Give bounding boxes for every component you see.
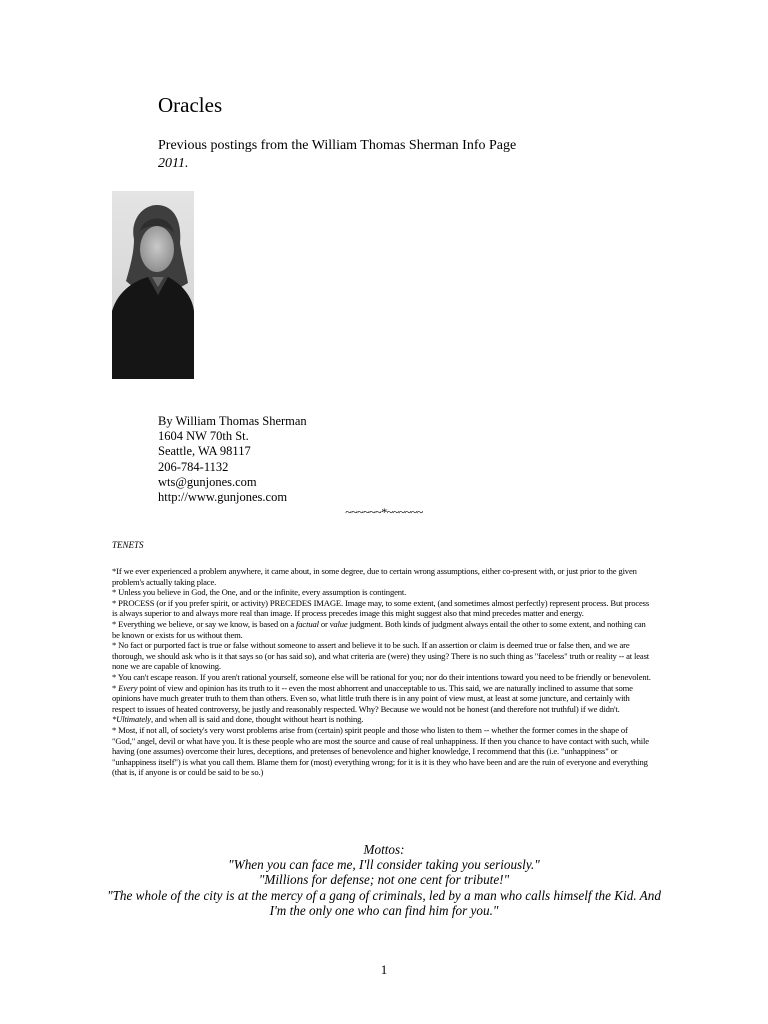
author-phone: 206-784-1132 <box>158 459 229 474</box>
tenet-item: * No fact or purported fact is true or false without someone to assert and believe it to be such. If an assertion or claim is deemed true or false then, and we are thorough, we should ask who is it that says so (or has said so), and what criteria are (were) they using? There is no such thing as "faceless" truth or reality -- at least none we are capable of knowing. <box>112 640 650 672</box>
tenet-text: * Everything we believe, or say we know, is based on a <box>112 618 297 629</box>
tenet-text: * <box>112 682 119 693</box>
tenet-item: *If we ever experienced a problem anywhere, it came about, in some degree, due to certain wrong assumptions, either co-present with, or just prior to the given problem's actually taking place. <box>112 566 637 587</box>
tenet-item: * Most, if not all, of society's very worst problems arise from (certain) spirit people and those who listen to them -- whether the former comes in the shape of "God," angel, devil or what have you. It is these people who are most the source and cause of real unhappiness. If then you chance to have contact with such, while having (one assumes) overcome their lures, deceptions, and pretenses of benevolence and higher knowledge, I recommend that this (i.e. "unhappiness" or "unhappiness itself") is what you call them. Blame them for (most) everything wrong; for it is it is they who have been and are the ruin of everyone and everything (that is, if anyone is or could be said to be so.) <box>112 724 649 778</box>
author-city: Seattle, WA 98117 <box>158 444 251 459</box>
tenet-item <box>112 714 652 725</box>
motto-line: I'm the only one who can find him for you." <box>269 902 499 918</box>
mottos-heading: Mottos: <box>363 842 405 857</box>
tenet-item <box>112 683 652 715</box>
author-street: 1604 NW 70th St. <box>158 429 249 444</box>
author-contact-block <box>158 414 307 505</box>
section-divider: ~~~~~~*~~~~~~ <box>345 505 423 519</box>
tenet-text: judgment. Both kinds of judgment always entail the other to some extent, and nothing can be known or exists for us without them. <box>112 618 646 640</box>
tenet-item: * PROCESS (or if you prefer spirit, or activity) PRECEDES IMAGE. Image may, to some extent, (and sometimes almost perfectly) represent process. But process is always superior to and always more real than image. If process precedes image this might suggest also that mind precedes matter and energy. <box>112 597 650 619</box>
author-portrait <box>112 191 194 379</box>
tenet-text: or <box>318 618 330 629</box>
motto-line: "Millions for defense; not one cent for tribute!" <box>258 872 510 888</box>
motto-line: "The whole of the city is at the mercy of a gang of criminals, led by a man who calls himself the Kid. And <box>107 887 661 903</box>
author-byline: By William Thomas Sherman <box>158 414 307 428</box>
page-number: 1 <box>380 962 388 977</box>
author-website[interactable]: http://www.gunjones.com <box>158 490 288 505</box>
tenet-emphasis: Every <box>118 682 138 693</box>
document-subtitle: Previous postings from the William Thomas Sherman Info Page <box>158 138 517 153</box>
document-year: 2011. <box>158 156 189 171</box>
tenet-item: * Unless you believe in God, the One, and or the infinite, every assumption is contingent. <box>112 587 407 598</box>
tenet-item <box>112 619 652 640</box>
tenets-list <box>112 566 652 778</box>
mottos-block <box>0 842 768 918</box>
tenet-text: point of view and opinion has its truth to it -- even the most abhorrent and unacceptable to us. This said, we are naturally inclined to assume that some opinions have much greater truth to them than others. Even so, what little truth there is in any point of view must, at least at some juncture, and certainly with respect to issues of heated controversy, be justly and reasonably respected. Why? Because we would not be honest (and therefore not truthful) if we didn't. <box>112 682 633 714</box>
tenet-emphasis: *Ultimately <box>112 714 151 725</box>
author-email[interactable]: wts@gunjones.com <box>158 474 257 489</box>
tenet-text: , and when all is said and done, thought without heart is nothing. <box>150 714 364 725</box>
tenet-emphasis: factual <box>296 618 319 629</box>
tenets-heading: TENETS <box>112 540 144 550</box>
document-title: Oracles <box>158 93 223 117</box>
motto-line: "When you can face me, I'll consider taking you seriously." <box>228 857 540 873</box>
tenet-emphasis: value <box>329 618 348 629</box>
tenet-item: * You can't escape reason. If you aren't rational yourself, someone else will be rational for you; nor do their intentions toward you need to be friendly or benevolent. <box>112 671 651 682</box>
